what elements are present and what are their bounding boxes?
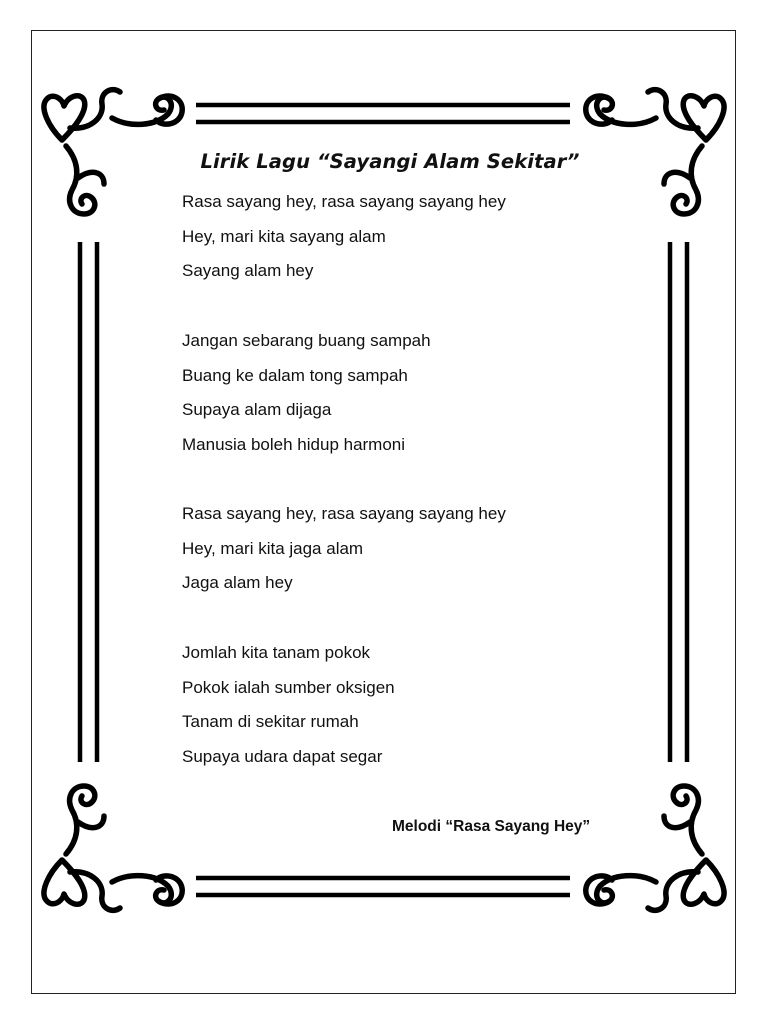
right-bars — [670, 242, 687, 762]
lyric-line: Rasa sayang hey, rasa sayang sayang hey — [182, 504, 506, 523]
stanza-2 — [182, 330, 431, 468]
melody-credit: Melodi “Rasa Sayang Hey” — [392, 818, 591, 835]
lyric-line: Pokok ialah sumber oksigen — [182, 677, 395, 697]
lyric-line: Jangan sebarang buang sampah — [182, 331, 431, 350]
stanza-1 — [182, 191, 506, 295]
stanza-4 — [182, 642, 395, 780]
stanza-3 — [182, 503, 506, 607]
lyric-line: Buang ke dalam tong sampah — [182, 365, 408, 385]
song-title: Lirik Lagu “Sayangi Alam Sekitar” — [200, 150, 580, 173]
bottom-bars — [196, 878, 570, 895]
lyric-line: Hey, mari kita jaga alam — [182, 538, 364, 558]
left-bars — [80, 242, 97, 762]
lyric-line: Manusia boleh hidup harmoni — [182, 434, 406, 454]
lyric-line: Supaya udara dapat segar — [182, 746, 383, 766]
corner-ornament-bottom-right — [586, 786, 724, 910]
lyric-line: Tanam di sekitar rumah — [182, 712, 359, 732]
corner-ornament-bottom-left — [44, 786, 182, 910]
lyric-line: Sayang alam hey — [182, 261, 314, 281]
top-bars — [196, 105, 570, 122]
lyric-line: Jaga alam hey — [182, 573, 293, 593]
lyric-line: Hey, mari kita sayang alam — [182, 226, 386, 246]
lyric-line: Rasa sayang hey, rasa sayang sayang hey — [182, 192, 506, 211]
lyric-line: Supaya alam dijaga — [182, 400, 332, 420]
lyric-line: Jomlah kita tanam pokok — [182, 643, 371, 662]
